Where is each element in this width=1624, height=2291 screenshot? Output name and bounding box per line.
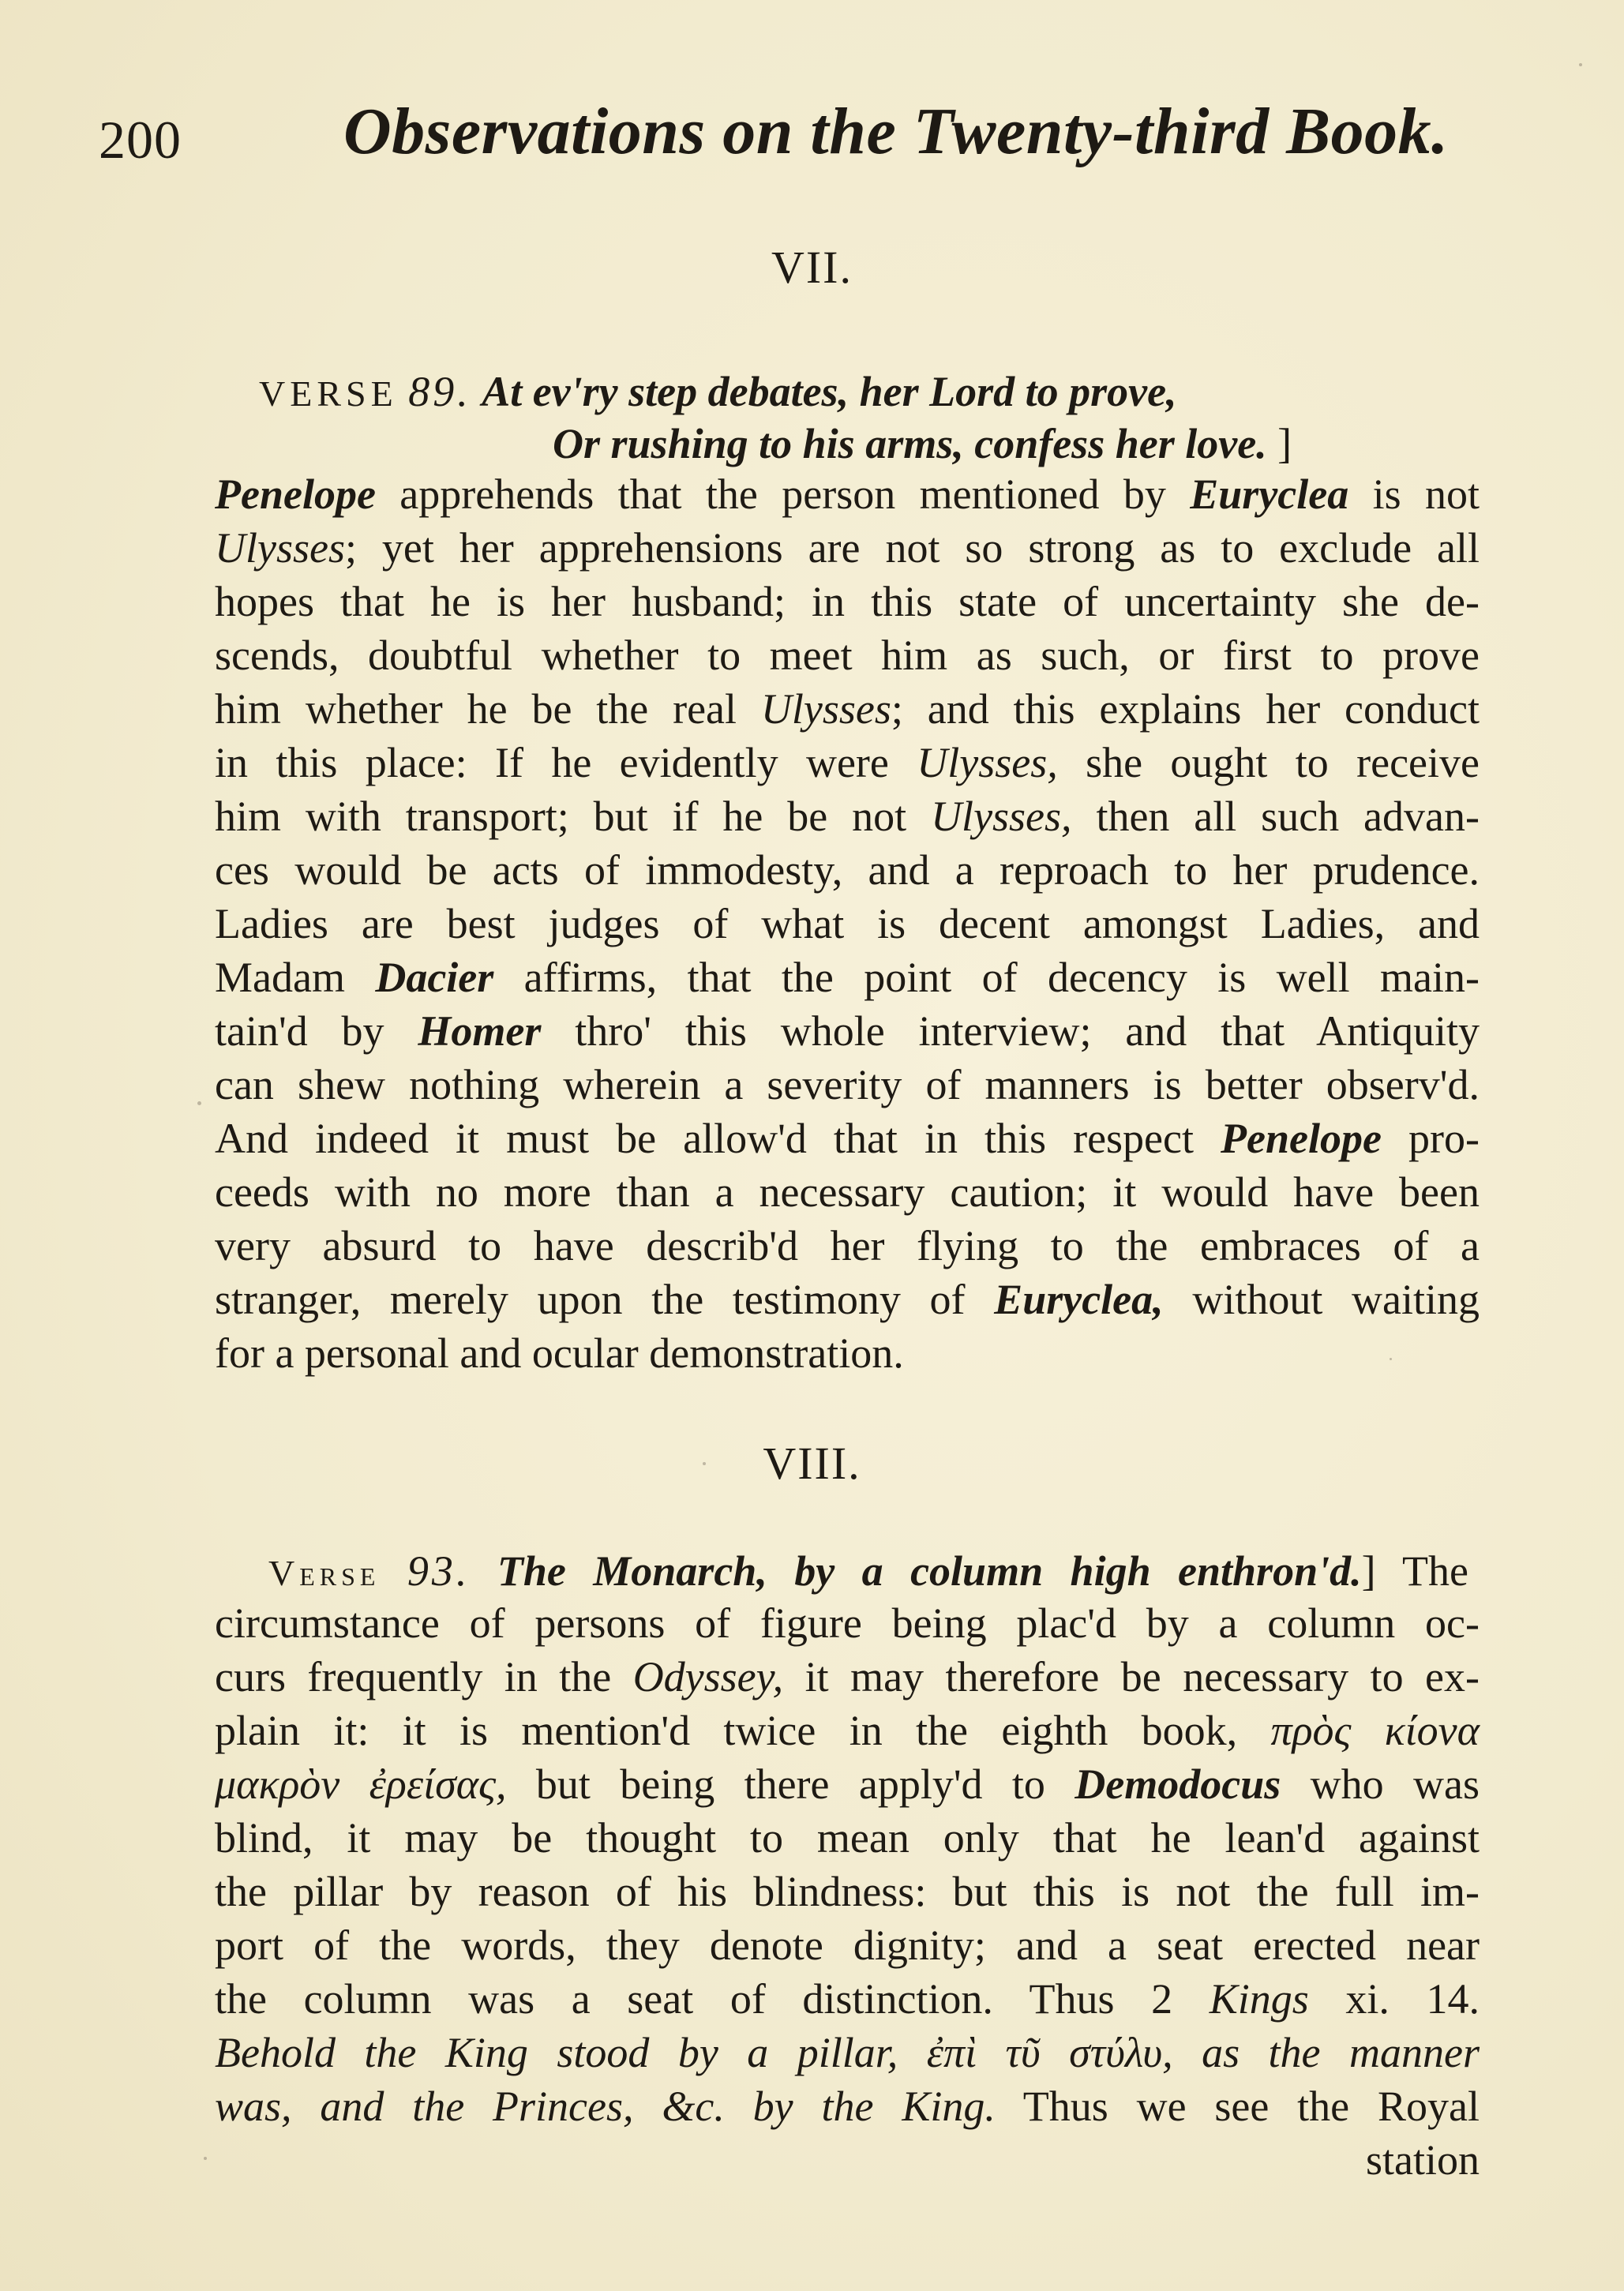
paper-speck (1390, 1358, 1392, 1360)
proper-name: Euryclea, (994, 1276, 1164, 1323)
text-run: stranger, merely upon the testimony of (215, 1276, 995, 1323)
text-run: station (1366, 2136, 1480, 2184)
text-run: Ladies are best judges of what is decent amongst Ladies, and (215, 900, 1480, 947)
text-line (215, 1326, 1480, 1380)
italic-text: Odyssey, (632, 1653, 784, 1700)
text-line (215, 1757, 1480, 1811)
text-line (215, 789, 1480, 843)
proper-name: Homer (418, 1007, 542, 1055)
text-line (215, 575, 1480, 628)
text-run: she ought to receive (1057, 739, 1480, 786)
text-line (215, 1165, 1480, 1219)
text-run: tain'd by (215, 1007, 418, 1055)
text-run: him whether he be the real (215, 685, 761, 733)
text-line (215, 1704, 1480, 1757)
italic-text: Kings (1209, 1975, 1309, 2023)
greek-quotation: ἐπὶ τῦ στύλυ, (926, 2029, 1173, 2076)
running-head (99, 93, 1449, 180)
text-run: can shew nothing wherein a severity of manners is better observ'd. (215, 1061, 1480, 1108)
italic-text: Ulysses (760, 685, 891, 733)
text-line (215, 951, 1480, 1004)
text-line (215, 1596, 1480, 1650)
text-run: plain it: it is mention'd twice in the eighth book, (215, 1707, 1271, 1754)
text-line (215, 628, 1480, 682)
italic-text: was, and the Princes, &c. by the King. (215, 2083, 996, 2130)
text-run: but being there apply'd to (506, 1760, 1075, 1808)
section-heading-vii: VII. (771, 242, 853, 293)
greek-quotation: μακρὸν ἐρείσας, (215, 1760, 507, 1808)
text-run: is not (1348, 471, 1480, 518)
section-heading-viii: VIII. (763, 1438, 861, 1489)
text-line (215, 1811, 1480, 1865)
italic-text: Ulysses, (931, 793, 1072, 840)
proper-name: Penelope (1221, 1115, 1382, 1162)
text-line (215, 1273, 1480, 1326)
paper-speck (197, 1101, 201, 1105)
page-title: Observations on the Twenty-third Book. (343, 95, 1449, 168)
text-run: And indeed it must be allow'd that in this respect (215, 1115, 1221, 1162)
text-line (215, 467, 1480, 521)
text-run: curs frequently in the (215, 1653, 633, 1700)
text-run: who was (1281, 1760, 1480, 1808)
text-run: ces would be acts of immodesty, and a reproach to her prudence. (215, 846, 1480, 894)
paper-speck (703, 1462, 706, 1465)
text-line (215, 2079, 1480, 2133)
verse-citation (259, 365, 1177, 421)
commentary-body-viii (215, 1596, 1480, 2187)
proper-name: Demodocus (1075, 1760, 1281, 1808)
text-run: scends, doubtful whether to meet him as such, or first to prove (215, 632, 1480, 679)
text-run: pro- (1381, 1115, 1480, 1162)
text-run: Madam (215, 954, 376, 1001)
text-line (215, 521, 1480, 575)
text-run: then all such advan- (1071, 793, 1480, 840)
proper-name: Penelope (215, 471, 376, 518)
proper-name: Euryclea (1190, 471, 1349, 518)
text-line (215, 1972, 1480, 2026)
text-run: port of the words, they denote dignity; and a seat erected near (215, 1922, 1480, 1969)
italic-text: Ulysses, (917, 739, 1058, 786)
italic-text: Behold the King stood by a pillar, (215, 2029, 927, 2076)
verse-label: VERSE (259, 373, 398, 414)
text-line (215, 1865, 1480, 1918)
text-run: Thus we see the Royal (995, 2083, 1480, 2130)
paper-speck (204, 2157, 207, 2160)
lemma-close: ] The (1361, 1547, 1469, 1595)
text-line (215, 2026, 1480, 2079)
text-run: him with transport; but if he be not (215, 793, 932, 840)
verse-number: 93. (407, 1547, 471, 1595)
page-number: 200 (99, 110, 182, 170)
text-run: the pillar by reason of his blindness: but this is not the full im- (215, 1868, 1480, 1915)
lemma-line-2: Or rushing to his arms, confess her love. (553, 420, 1267, 467)
lemma-line-1: At ev'ry step debates, her Lord to prove, (482, 368, 1177, 415)
text-run: blind, it may be thought to mean only that he lean'd against (215, 1814, 1480, 1862)
verse-number: 89. (408, 368, 471, 415)
text-line (215, 2133, 1480, 2187)
text-line (215, 1112, 1480, 1165)
verse-citation (268, 1544, 1468, 1600)
italic-text: as the manner (1172, 2029, 1480, 2076)
text-line (215, 1650, 1480, 1704)
text-run: without waiting (1163, 1276, 1480, 1323)
text-run: apprehends that the person mentioned by (375, 471, 1191, 518)
commentary-body-vii (215, 467, 1480, 1380)
paper-speck (1579, 63, 1582, 66)
text-run: it may therefore be necessary to ex- (783, 1653, 1480, 1700)
text-run: affirms, that the point of decency is well main- (493, 954, 1480, 1001)
verse-citation-continued (553, 417, 1292, 471)
text-line (215, 1058, 1480, 1112)
text-line (215, 1918, 1480, 1972)
text-line (215, 897, 1480, 951)
verse-label: Verse (268, 1553, 381, 1593)
text-run: ceeds with no more than a necessary caution; it would have been (215, 1168, 1480, 1216)
lemma-close: ] (1277, 420, 1292, 467)
text-run: the column was a seat of distinction. Thus 2 (215, 1975, 1210, 2023)
text-line (215, 736, 1480, 789)
text-run: thro' this whole interview; and that Antiquity (541, 1007, 1480, 1055)
text-run: ; and this explains her conduct (891, 685, 1480, 733)
text-run: ; yet her apprehensions are not so strong as to exclude all (344, 524, 1480, 572)
text-line (215, 682, 1480, 736)
text-line (215, 1004, 1480, 1058)
text-run: in this place: If he evidently were (215, 739, 917, 786)
text-run: for a personal and ocular demonstration. (215, 1329, 904, 1377)
italic-text: Ulysses (215, 524, 345, 572)
text-line (215, 843, 1480, 897)
proper-name: Dacier (375, 954, 494, 1001)
text-run: circumstance of persons of figure being plac'd by a column oc- (215, 1599, 1480, 1647)
greek-quotation: πρὸς κίονα (1270, 1707, 1480, 1754)
text-run: xi. 14. (1308, 1975, 1480, 2023)
lemma: The Monarch, by a column high enthron'd. (497, 1547, 1362, 1595)
text-run: very absurd to have describ'd her flying to the embraces of a (215, 1222, 1480, 1269)
text-line (215, 1219, 1480, 1273)
text-run: hopes that he is her husband; in this state of uncertainty she de- (215, 578, 1480, 625)
